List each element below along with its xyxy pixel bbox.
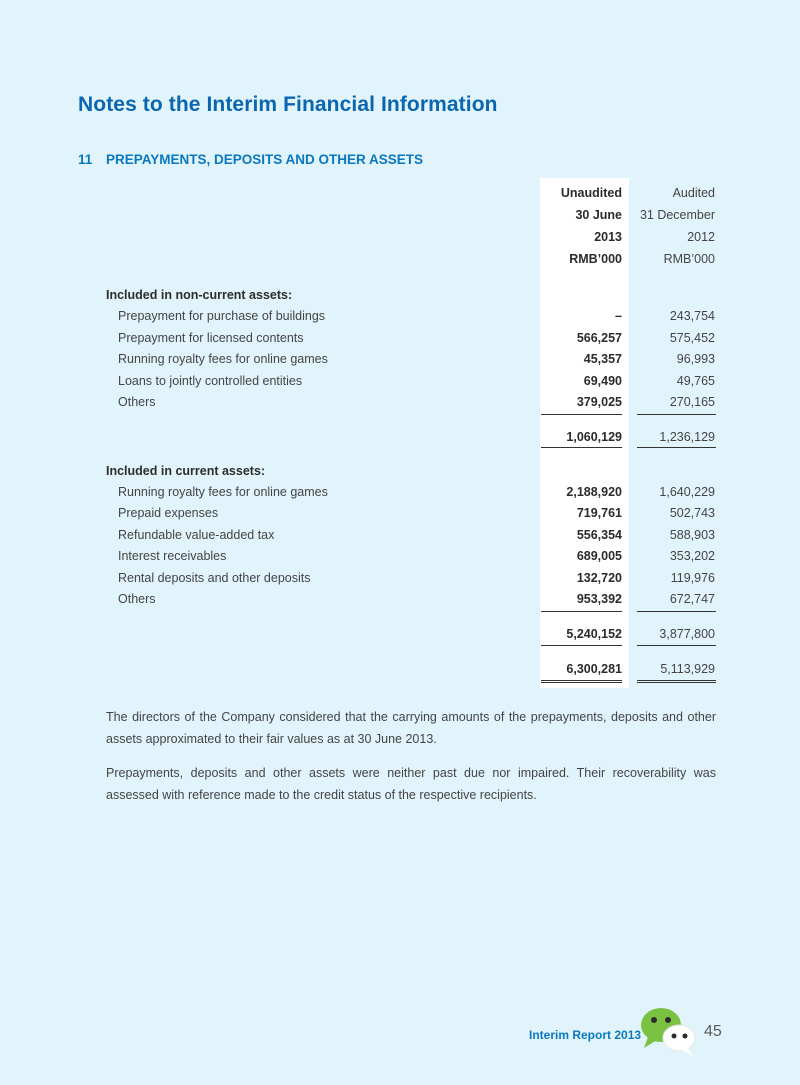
value-2012: 353,202 [669,549,715,563]
wechat-logo-icon [638,1004,698,1058]
header-year-2012: 2012 [687,230,715,244]
value-2013: – [615,309,622,323]
report-label: Interim Report 2013 [529,1028,642,1042]
header-row-year [0,230,800,252]
current-total-2012: 3,877,800 [659,627,715,641]
subtotal-rule [541,611,622,612]
total-rule [637,645,716,646]
value-2013: 566,257 [576,331,622,345]
total-rule [541,447,622,448]
header-row-date [0,208,800,230]
noncurrent-total-2012: 1,236,129 [659,430,715,444]
page-number: 45 [704,1023,722,1040]
row-label: Interest receivables [118,549,227,563]
noncurrent-heading: Included in non-current assets: [106,288,293,302]
section-heading [78,152,423,167]
row-label: Others [118,592,156,606]
value-2012: 119,976 [670,571,715,585]
subtotal-rule [637,611,716,612]
note-paragraph: The directors of the Company considered that the carrying amounts of the prepayments, deposits and other assets approximated to their fair values as at 30 June 2013. [106,710,716,746]
value-2012: 502,743 [669,506,715,520]
header-row-unit [0,252,800,274]
table-row [0,374,800,396]
table-row [0,331,800,353]
value-2013: 689,005 [576,549,622,563]
header-unit-2013: RMB’000 [569,252,622,266]
current-heading-row [0,464,800,486]
grand-total-2013: 6,300,281 [566,662,622,676]
table-row [0,571,800,593]
header-date-2013: 30 June [575,208,622,222]
noncurrent-total-row [0,430,800,452]
value-2013: 379,025 [576,395,622,409]
grand-total-2012: 5,113,929 [660,662,715,676]
header-row-status [0,186,800,208]
total-rule [541,645,622,646]
value-2012: 270,165 [669,395,715,409]
row-label: Loans to jointly controlled entities [118,374,303,388]
header-unit-2012: RMB’000 [663,252,715,266]
table-row [0,528,800,550]
grand-total-double-rule [637,680,716,683]
value-2013: 719,761 [576,506,622,520]
value-2013: 69,490 [583,374,622,388]
page-title: Notes to the Interim Financial Information [78,93,498,116]
header-date-2012: 31 December [639,208,715,222]
value-2012: 96,993 [676,352,715,366]
subtotal-rule [637,414,716,415]
subtotal-rule [541,414,622,415]
row-label: Prepayment for licensed contents [118,331,304,345]
row-label: Running royalty fees for online games [118,485,328,499]
total-rule [637,447,716,448]
table-row [0,506,800,528]
noncurrent-total-2013: 1,060,129 [566,430,622,444]
value-2013: 45,357 [583,352,622,366]
grand-total-double-rule [541,680,622,683]
section-number: 11 [78,152,93,167]
table-row [0,549,800,571]
current-total-2013: 5,240,152 [566,627,622,641]
note-paragraph: Prepayments, deposits and other assets were neither past due nor impaired. Their recoverability was assessed with reference made to the credit status of the respective recipients. [106,766,716,802]
table-row [0,485,800,507]
table-row [0,309,800,331]
value-2013: 953,392 [576,592,622,606]
value-2012: 49,765 [676,374,715,388]
row-label: Rental deposits and other deposits [118,571,311,585]
value-2012: 575,452 [669,331,715,345]
value-2012: 243,754 [669,309,715,323]
header-year-2013: 2013 [594,230,622,244]
header-audited: Audited [672,186,715,200]
current-heading: Included in current assets: [106,464,266,478]
row-label: Prepaid expenses [118,506,219,520]
header-unaudited: Unaudited [560,186,622,200]
value-2013: 132,720 [576,571,622,585]
value-2013: 2,188,920 [566,485,622,499]
section-title: PREPAYMENTS, DEPOSITS AND OTHER ASSETS [106,152,424,167]
value-2013: 556,354 [576,528,622,542]
noncurrent-heading-row [0,288,800,310]
value-2012: 588,903 [669,528,715,542]
row-label: Running royalty fees for online games [118,352,328,366]
row-label: Others [118,395,156,409]
row-label: Refundable value-added tax [118,528,275,542]
row-label: Prepayment for purchase of buildings [118,309,326,323]
value-2012: 672,747 [669,592,715,606]
table-row [0,352,800,374]
value-2012: 1,640,229 [659,485,715,499]
